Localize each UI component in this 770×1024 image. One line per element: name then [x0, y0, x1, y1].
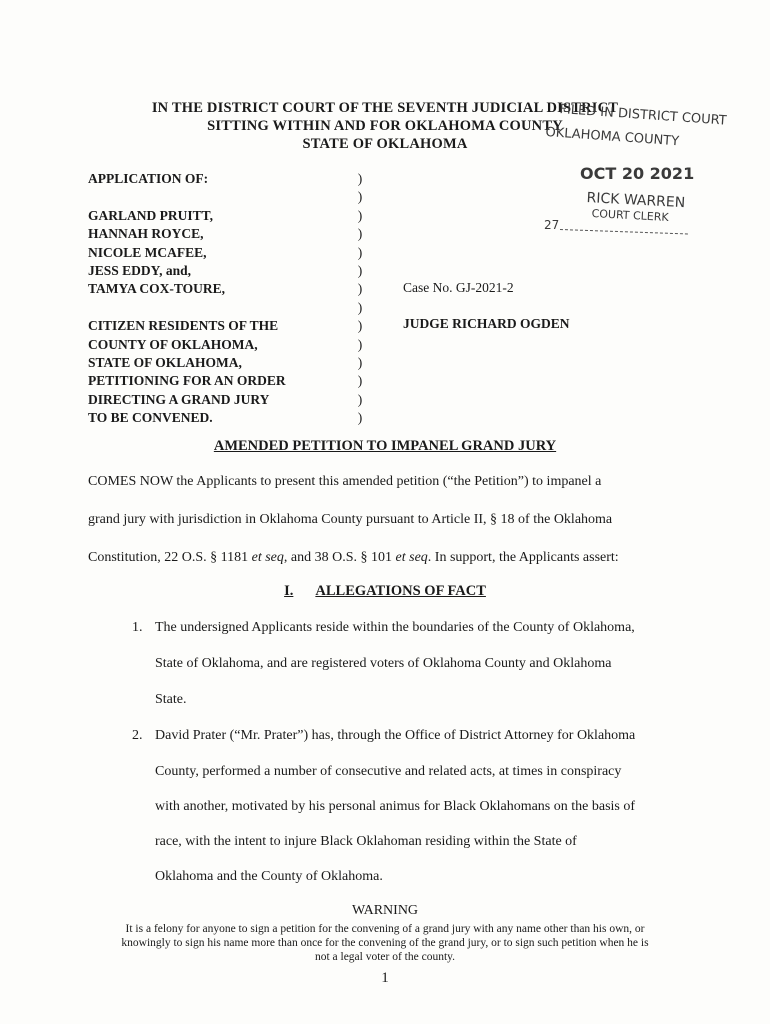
paren: ) [357, 354, 363, 370]
caption-line: TAMYA COX-TOURE, [88, 281, 226, 297]
caption-line: JESS EDDY, and, [88, 262, 192, 278]
caption-line: GARLAND PRUITT, [88, 207, 214, 223]
item-line: Oklahoma and the County of Oklahoma. [155, 869, 383, 884]
paren: ) [357, 391, 363, 407]
item-line: State. [155, 692, 187, 707]
intro-line-2: grand jury with jurisdiction in Oklahoma County pursuant to Article II, § 18 of the Oklahoma [88, 512, 613, 527]
paren: ) [357, 226, 363, 242]
filed-stamp-clerk-name: RICK WARREN [586, 190, 686, 212]
caption-line: COUNTY OF OKLAHOMA, [88, 336, 258, 352]
item-line: State of Oklahoma, and are registered voters of Oklahoma County and Oklahoma [155, 656, 612, 671]
intro-lead: COMES NOW [88, 474, 173, 489]
caption-line: CITIZEN RESIDENTS OF THE [88, 318, 279, 334]
item-number: 1. [132, 620, 143, 635]
court-header-line1: IN THE DISTRICT COURT OF THE SEVENTH JUDICIAL DISTRICT [151, 100, 619, 116]
warning-line: not a legal voter of the county. [314, 951, 456, 963]
clerk-signature-line [560, 229, 688, 234]
case-number: Case No. GJ-2021-2 [403, 280, 514, 295]
item-line: The undersigned Applicants reside within the boundaries of the County of Oklahoma, [155, 620, 635, 635]
intro-line-1: COMES NOW the Applicants to present this amended petition (“the Petition”) to impanel a [88, 474, 602, 489]
document-title: AMENDED PETITION TO IMPANEL GRAND JURY [213, 438, 557, 454]
court-header-line3: STATE OF OKLAHOMA [302, 136, 468, 152]
caption-line: NICOLE MCAFEE, [88, 244, 207, 260]
item-number: 2. [132, 728, 143, 743]
section-number: I. [284, 583, 294, 599]
item-line: with another, motivated by his personal animus for Black Oklahomans on the basis of [155, 799, 636, 814]
court-header-line2: SITTING WITHIN AND FOR OKLAHOMA COUNTY [207, 118, 563, 134]
caption-line [88, 188, 286, 206]
warning-text [70, 922, 700, 964]
paren: ) [357, 262, 363, 278]
caption-line: DIRECTING A GRAND JURY [88, 391, 270, 407]
paren: ) [357, 171, 363, 186]
warning-heading: WARNING [351, 903, 419, 918]
judge-name: JUDGE RICHARD OGDEN [403, 316, 570, 331]
warning-line: It is a felony for anyone to sign a petition for the convening of a grand jury with any name other than his own, or [125, 923, 645, 935]
caption-parentheses [354, 170, 366, 427]
paren: ) [357, 373, 363, 389]
paren: ) [357, 207, 363, 223]
page-number: 1 [381, 970, 389, 986]
filed-stamp-date: OCT 20 2021 [580, 164, 695, 183]
paren: ) [357, 244, 363, 260]
item-line: David Prater (“Mr. Prater”) has, through the Office of District Attorney for Oklahoma [155, 728, 636, 743]
filed-stamp-line: FILED IN DISTRICT COURT [558, 102, 728, 129]
caption-line [88, 299, 286, 317]
caption-line: HANNAH ROYCE, [88, 226, 204, 242]
paren: ) [357, 299, 363, 315]
caption-line: PETITIONING FOR AN ORDER [88, 373, 286, 389]
item-line: County, performed a number of consecutive and related acts, at times in conspiracy [155, 764, 622, 779]
paren: ) [357, 410, 363, 426]
paren: ) [357, 189, 363, 205]
filed-stamp-county: OKLAHOMA COUNTY [544, 125, 680, 150]
caption-line: APPLICATION OF: [88, 171, 209, 186]
caption-line: STATE OF OKLAHOMA, [88, 354, 242, 370]
warning-line: knowingly to sign his name more than once for the convening of the grand jury, or to sign such petition when he is [121, 937, 649, 949]
paren: ) [357, 336, 363, 352]
filed-stamp-clerk-title: COURT CLERK [591, 207, 669, 225]
intro-line-3: Constitution, 22 O.S. § 1181 et seq, and 38 O.S. § 101 et seq. In support, the Applicants assert: [88, 550, 619, 565]
caption-parties [88, 170, 286, 427]
item-line: race, with the intent to injure Black Oklahoman residing within the State of [155, 834, 577, 849]
section-title: ALLEGATIONS OF FACT [315, 583, 486, 599]
caption-line: TO BE CONVENED. [88, 410, 213, 426]
paren: ) [357, 318, 363, 334]
paren: ) [357, 281, 363, 297]
section-heading [0, 582, 770, 600]
filed-stamp-clerk-number: 27 [544, 218, 560, 232]
